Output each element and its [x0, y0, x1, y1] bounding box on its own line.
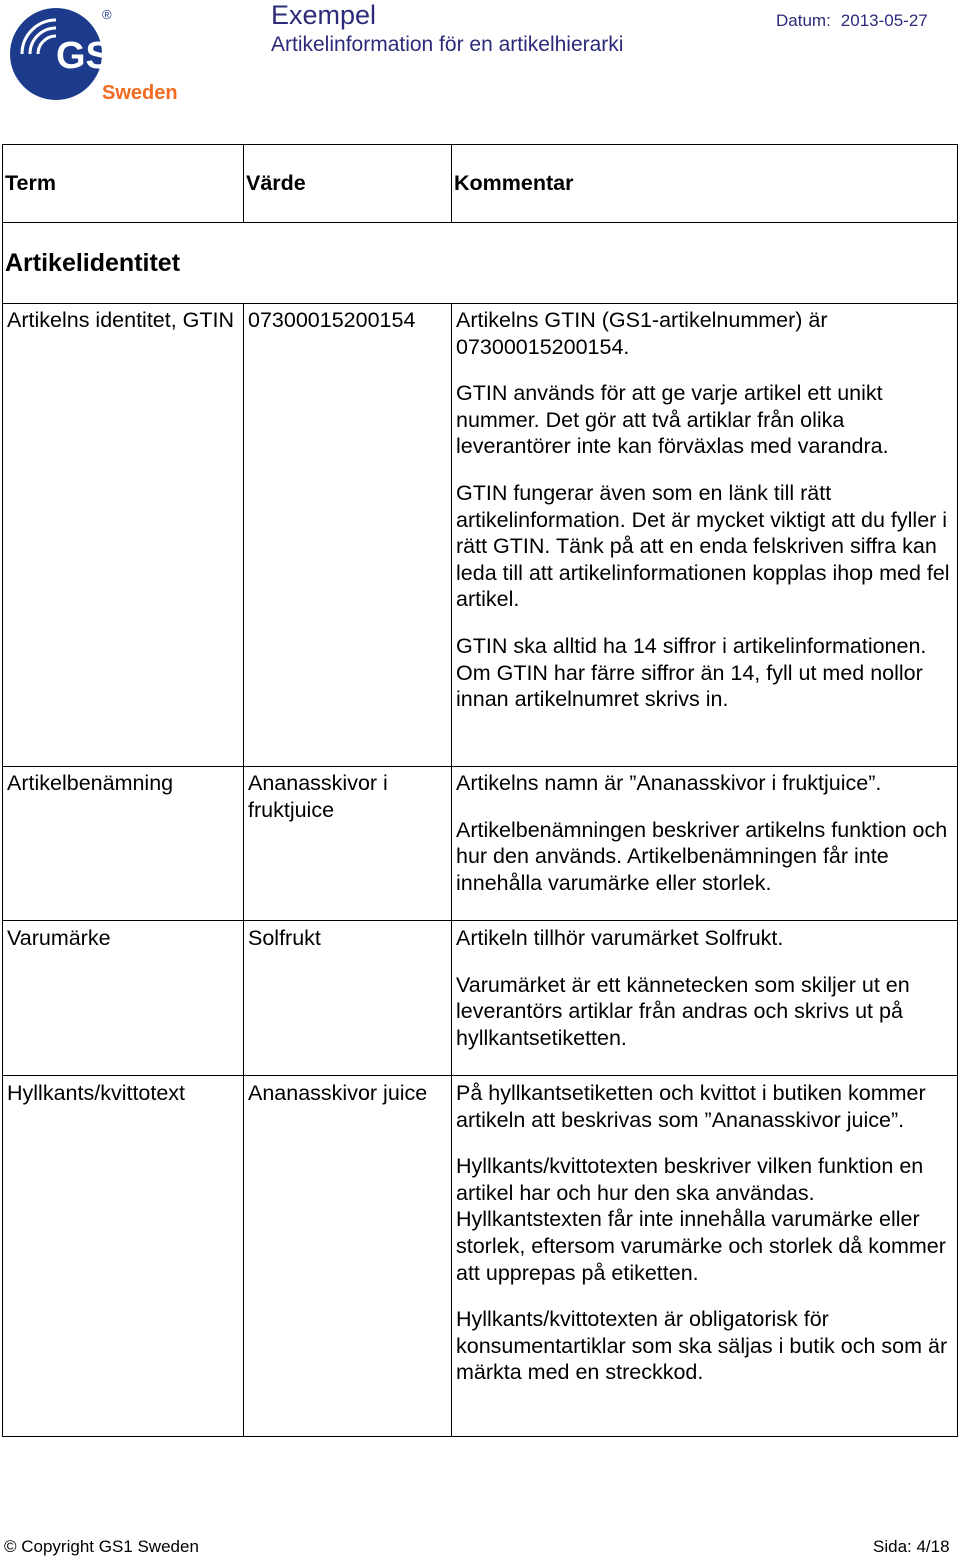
doc-title: Exempel: [271, 0, 377, 30]
registered-mark: ®: [102, 7, 112, 22]
column-header-value: Värde: [244, 145, 452, 223]
comment-paragraph: Artikelns GTIN (GS1-artikelnummer) är 07300015200154.: [456, 308, 828, 359]
comment-paragraph: Varumärket är ett kännetecken som skiljer ut en leverantörs artiklar från andras och skrivs ut på hyllkantsetiketten.: [456, 972, 910, 1050]
comment-paragraph: GTIN används för att ge varje artikel ett unikt nummer. Det gör att två artiklar från olika leverantörer inte kan förväxlas med varandra.: [456, 381, 889, 459]
gs1-sweden-logo: [6, 4, 178, 104]
logo-text: GS1: [56, 35, 133, 77]
table-row: [3, 767, 958, 921]
comment-paragraph: Hyllkants/kvittotexten är obligatorisk för konsumentartiklar som ska säljas i butik och som är märkta med en streckkod.: [456, 1307, 948, 1385]
comment-paragraph: GTIN fungerar även som en länk till rätt artikelinformation. Det är mycket viktigt att du fyller i rätt GTIN. Tänk på att en enda felskriven siffra kan leda till att artikelinformationen kopplas ihop med fel artikel.: [456, 480, 950, 612]
term-cell: Varumärke: [3, 921, 244, 1076]
copyright-text: © Copyright GS1 Sweden: [4, 1537, 199, 1556]
column-header-term: Term: [3, 145, 244, 223]
logo-subtext: Sweden: [102, 82, 178, 104]
table-row: [3, 1076, 958, 1437]
comment-paragraph: På hyllkantsetiketten och kvittot i butiken kommer artikeln att beskrivas som ”Ananasskivor juice”.: [456, 1081, 926, 1132]
table-row: [3, 304, 958, 767]
term-cell: Artikelns identitet, GTIN: [3, 304, 244, 767]
value-cell: 07300015200154: [244, 304, 452, 767]
comment-paragraph: Hyllkants/kvittotexten beskriver vilken funktion en artikel har och hur den ska användas. Hyllkantstexten får inte innehålla varumärke eller storlek, eftersom varumärke och storlek då kommer att upprepas på etiketten.: [456, 1154, 946, 1285]
comment-paragraph: Artikeln tillhör varumärket Solfrukt.: [456, 926, 784, 950]
date-label: Datum:: [776, 11, 831, 30]
table-row: [3, 921, 958, 1076]
term-cell: Hyllkants/kvittotext: [3, 1076, 244, 1437]
date-value: 2013-05-27: [840, 11, 928, 30]
doc-subtitle: Artikelinformation för en artikelhierarki: [271, 33, 624, 56]
comment-cell: [452, 1076, 958, 1437]
term-cell: Artikelbenämning: [3, 767, 244, 921]
comment-paragraph: Artikelns namn är ”Ananasskivor i fruktjuice”.: [456, 771, 882, 795]
comment-cell: [452, 767, 958, 921]
article-info-table: [2, 144, 958, 1437]
table-header-row: [3, 145, 958, 223]
comment-cell: [452, 304, 958, 767]
section-row: [3, 223, 958, 304]
comment-cell: [452, 921, 958, 1076]
value-cell: Ananasskivor juice: [244, 1076, 452, 1437]
page-number: Sida: 4/18: [873, 1537, 950, 1556]
section-title: Artikelidentitet: [3, 223, 958, 304]
value-cell: Ananasskivor i fruktjuice: [244, 767, 452, 921]
value-cell: Solfrukt: [244, 921, 452, 1076]
comment-paragraph: Artikelbenämningen beskriver artikelns funktion och hur den används. Artikelbenämningen får inte innehålla varumärke eller storlek.: [456, 817, 948, 895]
comment-paragraph: GTIN ska alltid ha 14 siffror i artikelinformationen. Om GTIN har färre siffror än 14, fyll ut med nollor innan artikelnumret skrivs in.: [456, 633, 927, 712]
date-block: [776, 11, 928, 31]
column-header-comment: Kommentar: [452, 145, 958, 223]
